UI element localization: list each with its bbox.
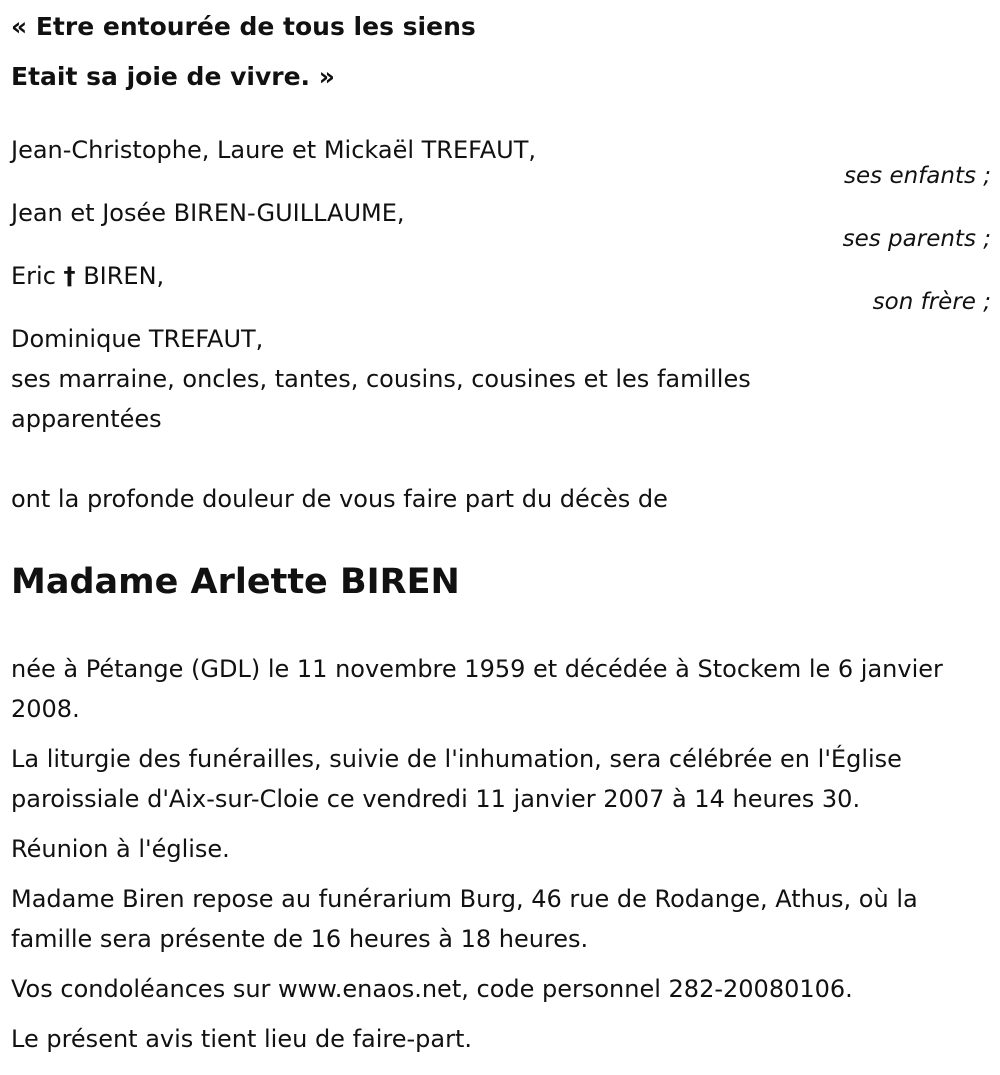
deceased-name: Madame Arlette BIREN bbox=[11, 562, 460, 602]
extended-family bbox=[11, 319, 831, 439]
funeral-details bbox=[11, 649, 991, 1059]
family-parents-role: ses parents ; bbox=[842, 226, 991, 252]
birth-death-info: née à Pétange (GDL) le 11 novembre 1959 et décédée à Stockem le 6 janvier 2008. bbox=[11, 655, 943, 723]
extended-family-line-1: Dominique TREFAUT, bbox=[11, 325, 264, 353]
condolences-info: Vos condoléances sur www.enaos.net, code personnel 282-20080106. bbox=[11, 975, 853, 1003]
liturgy-info: La liturgie des funérailles, suivie de l'inhumation, sera célébrée en l'Église paroissiale d'Aix-sur-Cloie ce vendredi 11 janvier 2007 à 14 heures 30. bbox=[11, 745, 902, 813]
family-entry-parents bbox=[11, 193, 991, 252]
brother-first-name: Eric bbox=[11, 262, 56, 290]
extended-family-line-2: ses marraine, oncles, tantes, cousins, cousines et les familles apparentées bbox=[11, 365, 751, 433]
epigraph-line-1: « Etre entourée de tous les siens bbox=[11, 12, 476, 41]
family-brother-role: son frère ; bbox=[872, 289, 991, 315]
obituary-notice bbox=[11, 0, 991, 1069]
family-brother-name bbox=[11, 256, 991, 296]
family-entry-brother bbox=[11, 256, 991, 315]
funeral-home-info: Madame Biren repose au funérarium Burg, 46 rue de Rodange, Athus, où la famille sera présente de 16 heures à 18 heures. bbox=[11, 885, 918, 953]
family-children-names: Jean-Christophe, Laure et Mickaël TREFAUT, bbox=[11, 136, 537, 164]
family-list bbox=[11, 130, 991, 439]
family-entry-children bbox=[11, 130, 991, 189]
epigraph-line-2: Etait sa joie de vivre. » bbox=[11, 62, 335, 91]
family-children-role: ses enfants ; bbox=[844, 163, 991, 189]
epigraph bbox=[11, 0, 991, 102]
cross-icon: † bbox=[63, 262, 76, 290]
meeting-info: Réunion à l'église. bbox=[11, 835, 230, 863]
notice-disclaimer: Le présent avis tient lieu de faire-part. bbox=[11, 1025, 473, 1053]
brother-last-name: BIREN, bbox=[83, 262, 165, 290]
family-parents-names: Jean et Josée BIREN-GUILLAUME, bbox=[11, 199, 405, 227]
announcement-intro: ont la profonde douleur de vous faire part du décès de bbox=[11, 485, 668, 513]
